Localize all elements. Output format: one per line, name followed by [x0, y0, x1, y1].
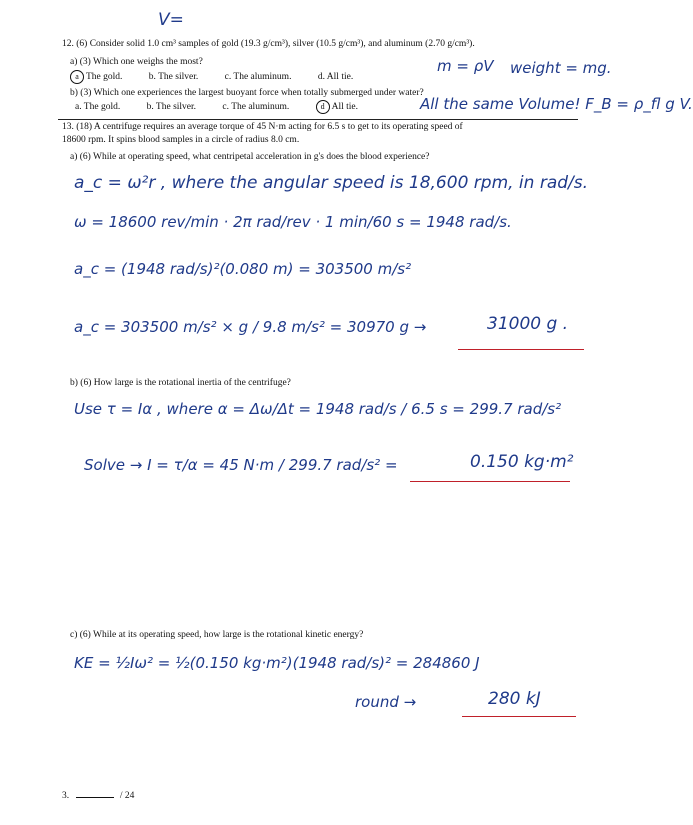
q12a-option-a[interactable]: a The gold.: [70, 70, 122, 84]
q12b-note: All the same Volume! F_B = ρ_fl g V.: [420, 95, 693, 113]
header-mark: V=: [158, 10, 184, 30]
section-divider: [58, 119, 578, 120]
page-number: 3.: [62, 791, 70, 801]
q12a-option-c[interactable]: c. The aluminum.: [224, 72, 292, 82]
q13c-prompt: c) (6) While at its operating speed, how large is the rotational kinetic energy?: [70, 630, 364, 640]
q12a-options: [70, 70, 377, 84]
selected-circle-icon: d: [316, 100, 330, 114]
q13c-round: round →: [355, 693, 417, 711]
score-blank[interactable]: [76, 797, 114, 798]
q13b-answer: 0.150 kg·m²: [470, 452, 574, 472]
q12b-option-c[interactable]: c. The aluminum.: [222, 102, 290, 112]
q12a-prompt: a) (3) Which one weighs the most?: [70, 57, 203, 67]
q12b-prompt: b) (3) Which one experiences the largest buoyant force when totally submerged under water?: [70, 88, 424, 98]
answer-underline: [462, 716, 576, 717]
q13a-prompt: a) (6) While at operating speed, what centripetal acceleration in g's does the blood experience?: [70, 152, 430, 162]
q12b-options: [75, 100, 382, 114]
q12a-note-weight: weight = mg.: [510, 59, 612, 77]
q13-stem-line2: 18600 rpm. It spins blood samples in a circle of radius 8.0 cm.: [62, 135, 300, 145]
q13c-work: KE = ½Iω² = ½(0.150 kg·m²)(1948 rad/s)² = 284860 J: [74, 654, 480, 672]
q13b-prompt: b) (6) How large is the rotational inertia of the centrifuge?: [70, 378, 291, 388]
q12a-option-d[interactable]: d. All tie.: [317, 72, 354, 82]
q13a-answer: 31000 g .: [487, 314, 569, 334]
answer-underline: [458, 349, 584, 350]
q13a-work-line2: ω = 18600 rev/min · 2π rad/rev · 1 min/60 s = 1948 rad/s.: [74, 213, 512, 231]
q13a-work-line4: a_c = 303500 m/s² × g / 9.8 m/s² = 30970 g →: [74, 318, 427, 336]
q13a-work-line1: a_c = ω²r , where the angular speed is 18,600 rpm, in rad/s.: [74, 173, 589, 193]
q13a-work-line3: a_c = (1948 rad/s)²(0.080 m) = 303500 m/s²: [74, 260, 412, 278]
q12b-option-a[interactable]: a. The gold.: [75, 102, 121, 112]
q12b-option-b[interactable]: b. The silver.: [146, 102, 197, 112]
answer-underline: [410, 481, 570, 482]
q12a-option-b[interactable]: b. The silver.: [148, 72, 199, 82]
score-total: / 24: [119, 791, 135, 801]
selected-circle-icon: a: [70, 70, 84, 84]
q12a-note-density: m = ρV: [437, 57, 494, 75]
q13b-work-line1: Use τ = Iα , where α = Δω/Δt = 1948 rad/s / 6.5 s = 299.7 rad/s²: [74, 400, 562, 418]
q13b-work-line2: Solve → I = τ/α = 45 N·m / 299.7 rad/s² =: [84, 456, 398, 474]
q13c-answer: 280 kJ: [488, 689, 541, 709]
score-footer: [62, 791, 134, 801]
q12b-option-d[interactable]: d All tie.: [316, 100, 358, 114]
q12-stem: 12. (6) Consider solid 1.0 cm³ samples of gold (19.3 g/cm³), silver (10.5 g/cm³), and aluminum (2.70 g/cm³).: [62, 39, 475, 49]
q13-stem-line1: 13. (18) A centrifuge requires an average torque of 45 N·m acting for 6.5 s to get to its operating speed of: [62, 122, 463, 132]
